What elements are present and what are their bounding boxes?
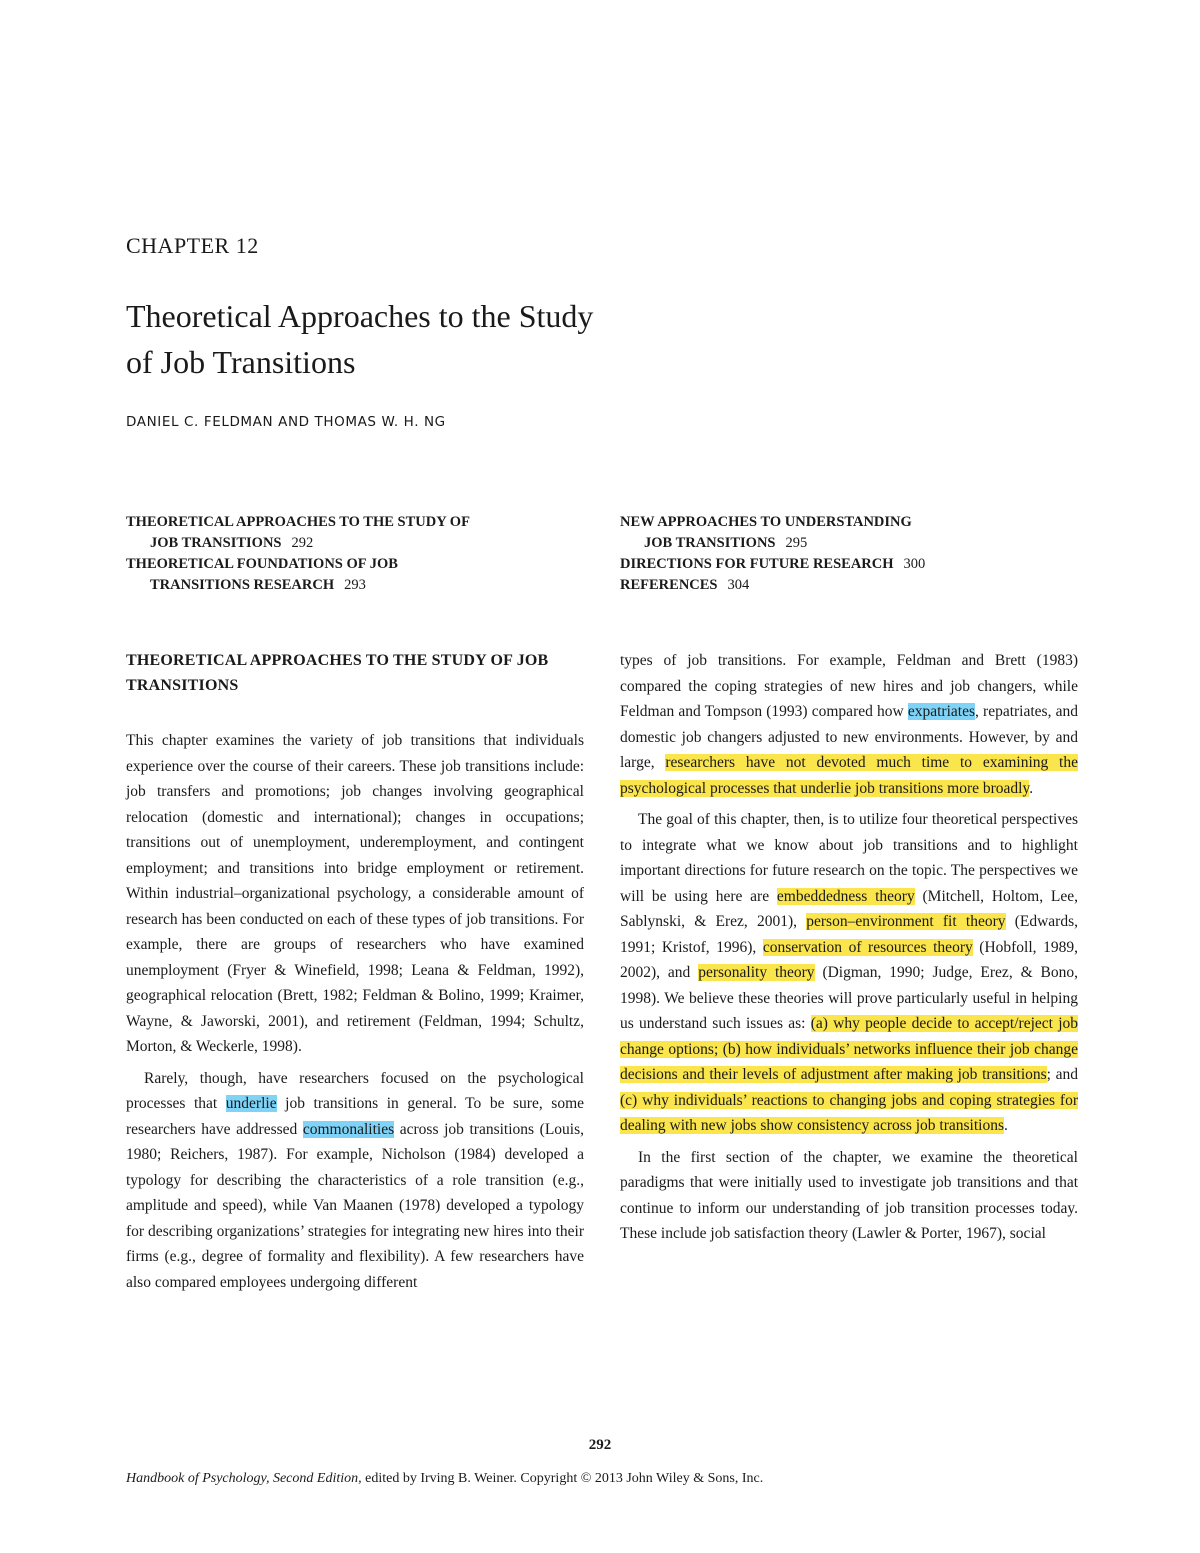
toc-entry[interactable] bbox=[620, 575, 1080, 596]
paragraph-3: types of job transitions. For example, Feldman and Brett (1983) compared the coping strategies of new hires and job changers, while Feldman and Tompson (1993) compared how expatriates, repatriates, and domestic job changers adjusted to new environments. However, by and large, researchers have not devoted much time to examining the psychological processes that underlie job transitions more broadly. bbox=[620, 652, 1078, 797]
chapter-authors: DANIEL C. FELDMAN AND THOMAS W. H. NG bbox=[126, 414, 446, 430]
chapter-title-line-2: of Job Transitions bbox=[126, 344, 356, 380]
toc-left-column bbox=[126, 512, 586, 596]
highlight-blue[interactable]: underlie bbox=[225, 1095, 277, 1112]
toc-entry-page: 300 bbox=[903, 556, 926, 572]
toc-entry-title-cont: TRANSITIONS RESEARCH 293 bbox=[150, 577, 366, 593]
paragraph-1: This chapter examines the variety of job transitions that individuals experience over the course of their careers. These job transitions include: job transfers and promotions; job changes involving geographical relocation (domestic and international); changes in occupations; transitions out of unemployment, underemployment, and contingent employment; and transitions into bridge employment or retirement. Within industrial–organizational psychology, a considerable amount of research has been conducted on each of these types of job transitions. For example, there are groups of researchers who have examined unemployment (Fryer & Winefield, 1998; Leana & Feldman, 1992), geographical relocation (Brett, 1982; Feldman & Bolino, 1999; Kraimer, Wayne, & Jaworski, 2001), and retirement (Feldman, 1994; Schultz, Morton, & Weckerle, 1998). bbox=[126, 732, 584, 1055]
toc-entry-title: REFERENCES 304 bbox=[620, 577, 750, 593]
toc-entry-page: 293 bbox=[344, 577, 366, 593]
toc-entry[interactable] bbox=[126, 512, 586, 554]
toc-entry-title-cont: JOB TRANSITIONS 292 bbox=[150, 535, 314, 551]
toc-entry-title-cont: JOB TRANSITIONS 295 bbox=[644, 535, 808, 551]
footer-book-title: Handbook of Psychology, Second Edition, bbox=[126, 1471, 362, 1486]
toc-entry-page: 295 bbox=[785, 535, 808, 551]
toc-entry-title: THEORETICAL APPROACHES TO THE STUDY OF bbox=[126, 514, 470, 530]
paragraph-2: Rarely, though, have researchers focused on the psychological processes that underlie job transitions in general. To be sure, some researchers have addressed commonalities across job transitions (Louis, 1980; Reichers, 1987). For example, Nicholson (1984) developed a typology for describing the characteristics of a role transition (e.g., amplitude and speed), while Van Maanen (1978) developed a typology for describing organizations’ strategies for integrating new hires into their firms (e.g., degree of formality and flexibility). A few researchers have also compared employees undergoing different bbox=[126, 1069, 585, 1291]
highlight-yellow[interactable]: person–environment fit theory bbox=[806, 913, 1006, 930]
highlight-yellow[interactable]: embeddedness theory bbox=[776, 887, 915, 905]
page-number: 292 bbox=[588, 1437, 612, 1453]
toc-entry-page: 304 bbox=[727, 577, 750, 593]
toc-entry-title: NEW APPROACHES TO UNDERSTANDING bbox=[620, 514, 912, 530]
chapter-title-line-1: Theoretical Approaches to the Study bbox=[126, 298, 594, 334]
footer-copyright: edited by Irving B. Weiner. Copyright © 2013 John Wiley & Sons, Inc. bbox=[361, 1471, 764, 1486]
highlight-yellow[interactable]: personality theory bbox=[698, 964, 815, 981]
body-column-right bbox=[620, 648, 1078, 1247]
toc-entry-title: THEORETICAL FOUNDATIONS OF JOB bbox=[126, 556, 398, 572]
highlight-blue[interactable]: commonalities bbox=[302, 1120, 395, 1138]
toc-entry[interactable] bbox=[620, 554, 1080, 575]
toc-entry[interactable] bbox=[126, 554, 586, 596]
footer-citation bbox=[126, 1471, 763, 1487]
chapter-title bbox=[126, 293, 826, 385]
toc-entry-title: DIRECTIONS FOR FUTURE RESEARCH 300 bbox=[620, 556, 926, 572]
toc-right-column bbox=[620, 512, 1080, 596]
highlight-yellow[interactable]: researchers have not devoted much time to examining the psychological processes that underlie job transitions more broadly bbox=[620, 754, 1078, 797]
chapter-label: CHAPTER 12 bbox=[126, 233, 259, 258]
toc-entry-page: 292 bbox=[291, 535, 314, 551]
highlight-yellow[interactable]: (c) why individuals’ reactions to changing jobs and coping strategies for dealing with new jobs show consistency across job transitions bbox=[620, 1091, 1078, 1134]
section-heading: THEORETICAL APPROACHES TO THE STUDY OF JOB TRANSITIONS bbox=[126, 652, 549, 694]
body-column-left bbox=[126, 648, 584, 1295]
paragraph-5: In the first section of the chapter, we examine the theoretical paradigms that were initially used to investigate job transitions and that continue to inform our understanding of job transition processes today. These include job satisfaction theory (Lawler & Porter, 1967), social bbox=[620, 1148, 1078, 1242]
paragraph-4: The goal of this chapter, then, is to utilize four theoretical perspectives to integrate what we know about job transitions and to highlight important directions for future research on the topic. The perspectives we will be using here are embeddedness theory (Mitchell, Holtom, Lee, Sablynski, & Erez, 2001), person–environment fit theory (Edwards, 1991; Kristof, 1996), conservation of resources theory (Hobfoll, 1989, 2002), and personality theory (Digman, 1990; Judge, Erez, & Bono, 1998). We believe these theories will prove particularly useful in helping us understand such issues as: (a) why people decide to accept/reject job change options; (b) how individuals’ networks influence their job change decisions and their levels of adjustment after making job transitions; and (c) why individuals’ reactions to changing jobs and coping strategies for dealing with new jobs show consistency across job transitions. bbox=[620, 811, 1079, 1134]
highlight-yellow[interactable]: (a) why people decide to accept/reject job change options; (b) how individuals’ networks influence their job change decisions and their levels of adjustment after making job transitions bbox=[620, 1015, 1079, 1083]
highlight-blue[interactable]: expatriates bbox=[907, 703, 975, 720]
toc-entry[interactable] bbox=[620, 512, 1080, 554]
highlight-yellow[interactable]: conservation of resources theory bbox=[762, 938, 973, 956]
